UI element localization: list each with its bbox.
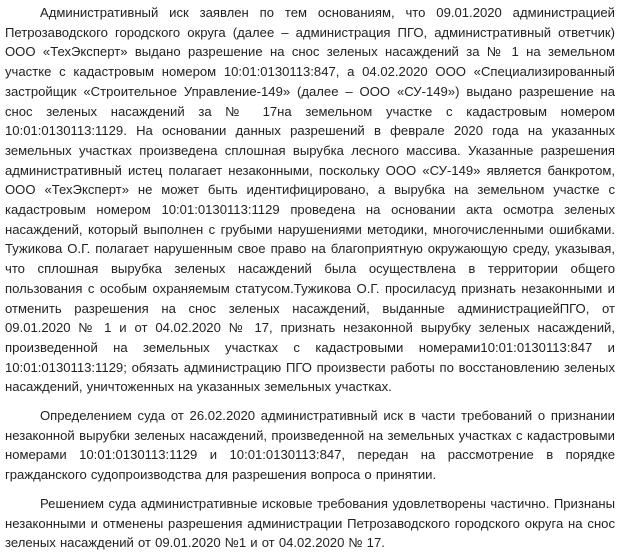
paragraph-decision: Решением суда административные исковые требования удовлетворены частично. Признаны незаконными и отменены разрешения администрации Петрозаводского городского округа на снос зеленых насаждений от 09.01.2020 №1 и от 04.02.2020 № 17. — [5, 495, 615, 551]
paragraph-court-ruling: Определением суда от 26.02.2020 административный иск в части требований о признании незаконной вырубки зеленых насаждений, произведенной на земельных участках с кадастровыми номерами 10:01:0130113:1129 и 10:01:0130113:847, передан на рассмотрение в порядке гражданского судопроизводства для разрешения вопроса о принятии. — [5, 408, 615, 483]
paragraph-claim: Административный иск заявлен по тем основаниям, что 09.01.2020 администрацией Петрозаводского городского округа (далее – администрация ПГО, административный ответчик) ООО «ТехЭксперт» выдано разрешение на снос зеленых насаждений за № 1 на земельном участке с кадастровым номером 10:01:0130113:847, а 04.02.2020 ООО «Специализированный застройщик «Строительное Управление-149» (далее – ООО «СУ-149») выдано разрешение на снос зеленых насаждений за № 17на земельном участке с кадастровым номером 10:01:0130113:1129. На основании данных разрешений в феврале 2020 года на указанных земельных участках произведена сплошная вырубка лесного массива. Указанные разрешения административный истец полагает незаконными, поскольку ООО «СУ-149» является банкротом, ООО «ТехЭксперт» не может быть идентифицировано, а вырубка на земельном участке с кадастровым номером 10:01:0130113:1129 проведена на основании акта осмотра зеленых насаждений, который выполнен с грубыми нарушениями методики, многочисленными ошибками. Тужикова О.Г. полагает нарушенным свое право на благоприятную окружающую среду, указывая, что сплошная вырубка зеленых насаждений была осуществлена в территории общего пользования с особым охраняемым статусом.Тужикова О.Г. просиласуд признать незаконными и отменить разрешения на снос зеленых насаждений, выданные администрациейПГО, от 09.01.2020 № 1 и от 04.02.2020 № 17, признать незаконной вырубку зеленых насаждений, произведенной на земельных участках с кадастровыми номерами10:01:0130113:847 и 10:01:0130113:1129; обязать администрацию ПГО произвести работы по восстановлению зеленых насаждений, уничтоженных на указанных земельных участках. — [5, 5, 615, 395]
